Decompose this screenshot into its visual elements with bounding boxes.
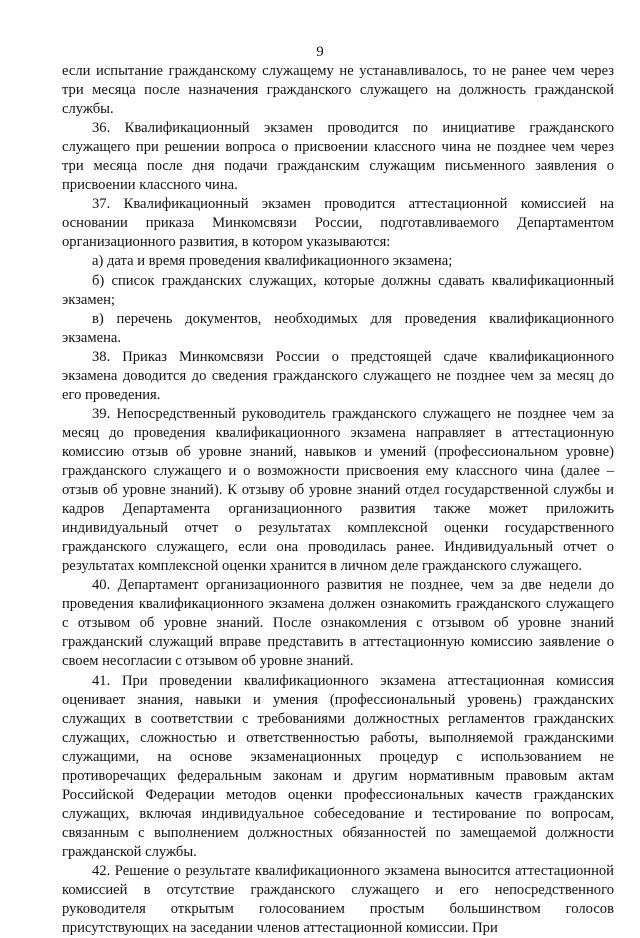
paragraph: 39. Непосредственный руководитель гражданского служащего не позднее чем за месяц до проведения квалификационного экзамена направляет в аттестационную комиссию отзыв об уровне знаний, навыков и умений (профессиональном уровне) гражданского служащего и о возможности присвоения ему классного чина (далее – отзыв об уровне знаний). К отзыву об уровне знаний отдел государственной службы и кадров Департамента организационного развития также может приложить индивидуальный отчет о результатах комплексной оценки государственного гражданского служащего, если она проводилась ранее. Индивидуальный отчет о результатах комплексной оценки хранится в личном деле гражданского служащего. (62, 405, 614, 575)
list-item: в) перечень документов, необходимых для проведения квалификационного экзамена. (62, 310, 614, 346)
paragraph: если испытание гражданскому служащему не устанавливалось, то не ранее чем через три месяца после назначения гражданского служащего на должность гражданской службы. (62, 63, 614, 118)
page-number: 9 (316, 44, 324, 60)
paragraph: 42. Решение о результате квалификационного экзамена выносится аттестационной комиссией в отсутствие гражданского служащего и его непосредственного руководителя открытым голосованием простым большинством голосов присутствующих на заседании членов аттестационной комиссии. При (62, 862, 614, 937)
list-item: б) список гражданских служащих, которые должны сдавать квалификационный экзамен; (62, 272, 614, 308)
paragraph: 37. Квалификационный экзамен проводится аттестационной комиссией на основании приказа Минкомсвязи России, подготавливаемого Департаментом организационного развития, в котором указываются: (62, 196, 614, 251)
document-body (62, 62, 614, 938)
paragraph: 41. При проведении квалификационного экзамена аттестационная комиссия оценивает знания, навыки и умения (профессиональный уровень) гражданских служащих в соответствии с требованиями должностных регламентов гражданских служащих, сложностью и ответственностью работы, выполняемой гражданскими служащими, на основе экзаменационных процедур с использованием не противоречащих федеральным законам и другим нормативным правовым актам Российской Федерации методов оценки профессиональных качеств гражданских служащих, включая индивидуальное собеседование и тестирование по вопросам, связанным с выполнением должностных обязанностей по замещаемой должности гражданской службы. (62, 672, 614, 860)
list-item: а) дата и время проведения квалификационного экзамена; (92, 253, 453, 270)
paragraph: 40. Департамент организационного развития не позднее, чем за две недели до проведения квалификационного экзамена должен ознакомить гражданского служащего с отзывом об уровне знаний. После ознакомления с отзывом об уровне знаний гражданский служащий вправе представить в аттестационную комиссию заявление о своем несогласии с отзывом об уровне знаний. (62, 577, 614, 670)
paragraph: 36. Квалификационный экзамен проводится по инициативе гражданского служащего при решении вопроса о присвоении классного чина не позднее чем через три месяца после дня подачи гражданским служащим письменного заявления о присвоении классного чина. (62, 120, 614, 194)
paragraph: 38. Приказ Минкомсвязи России о предстоящей сдаче квалификационного экзамена доводится до сведения гражданского служащего не позднее чем за месяц до его проведения. (62, 348, 614, 403)
